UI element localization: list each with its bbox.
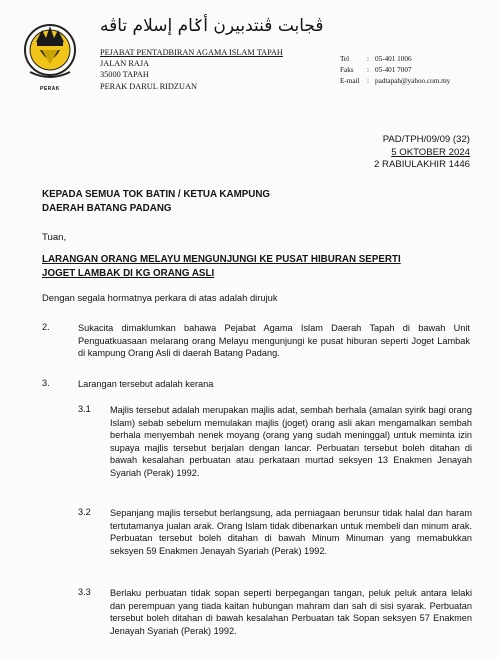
- contact-tel: Tel : 05-401 1006: [340, 55, 412, 63]
- contact-label: Faks: [340, 66, 354, 74]
- contact-fax: Faks : 05-401 7007: [340, 66, 412, 74]
- reference-number: PAD/TPH/09/09 (32): [382, 134, 470, 145]
- contact-value: padtapah@yahoo.com.my: [375, 77, 451, 85]
- paragraph-number: 3.2: [78, 507, 91, 517]
- paragraph-3-1: Majlis tersebut adalah merupakan majlis adat, sembah berhala (amalan syirik bagi orang Islam) sebab sebelum memulakan majlis (joget) orang asli akan mengamalkan sembah berhala menyembah nenek moyang (orang yang sudah meninggal) untuk meminta izin supaya majlis tersebut berjalan dengan lancar. Perbuatan tersebut boleh ditahan di bawah kesalahan perbuatan atau perkataan murtad seksyen 13 Enakmen Jenayah Syariah (Perak) 1992.: [110, 405, 472, 478]
- letter-date: 5 OKTOBER 2024: [391, 146, 470, 158]
- reference-block: [374, 134, 470, 172]
- contact-label: E-mail: [340, 77, 360, 85]
- address-line: JALAN RAJA: [100, 59, 150, 69]
- perak-crest-icon: [22, 20, 78, 96]
- paragraph-3-3: Berlaku perbuatan tidak sopan seperti berpegangan tangan, peluk peluk antara lelaki dan perempuan yang tiada kaitan hubungan mahram dan sah di sisi syarak. Perbuatan tersebut boleh ditahan di bawah kesalahan Perbuatan tak Sopan seksyen 57 Enakmen Jenayah Syariah (Perak) 1992.: [110, 588, 472, 636]
- paragraph-2: Sukacita dimaklumkan bahawa Pejabat Agama Islam Daerah Tapah di bawah Unit Penguatkuasaan melarang orang Melayu mengunjungi ke pusat hiburan seperti Joget Lambak di kampung Orang Asli di daerah Batang Padang.: [78, 323, 470, 359]
- paragraph-number: 2.: [42, 322, 50, 332]
- crest-label: PERAK: [39, 86, 60, 92]
- recipient-line: KEPADA SEMUA TOK BATIN / KETUA KAMPUNG: [42, 189, 271, 200]
- salutation: Tuan,: [42, 232, 67, 243]
- contact-label: Tel: [340, 55, 350, 63]
- subject-heading: [42, 253, 472, 281]
- address-line: 35000 TAPAH: [100, 70, 149, 80]
- paragraph-3: Larangan tersebut adalah kerana: [78, 379, 214, 389]
- hijri-date: 2 RABIULAKHIR 1446: [374, 159, 470, 170]
- recipient-block: [42, 188, 270, 216]
- recipient-line: DAERAH BATANG PADANG: [42, 203, 172, 214]
- paragraph-number: 3.1: [78, 404, 91, 414]
- office-address: [100, 47, 283, 92]
- contact-value: 05-401 7007: [375, 66, 412, 74]
- subject-line: LARANGAN ORANG MELAYU MENGUNJUNGI KE PUSAT HIBURAN SEPERTI: [42, 254, 401, 265]
- contact-value: 05-401 1006: [375, 55, 412, 63]
- address-line: PERAK DARUL RIDZUAN: [100, 81, 197, 91]
- contact-email: E-mail : padtapah@yahoo.com.my: [340, 77, 451, 85]
- opening-line: Dengan segala hormatnya perkara di atas adalah dirujuk: [42, 292, 278, 303]
- jawi-office-name: ڤجابت ڤنتدبيرن أݢام إسلام تاڤه: [100, 16, 324, 36]
- paragraph-number: 3.: [42, 378, 50, 388]
- subject-line: JOGET LAMBAK DI KG ORANG ASLI: [42, 268, 215, 279]
- contact-block: [340, 54, 450, 87]
- paragraph-3-2: Sepanjang majlis tersebut berlangsung, ada perniagaan berunsur tidak halal dan haram tertutamanya jualan arak. Orang Islam tidak dibenarkan untuk membeli dan minum arak. Perbuatan tersebut boleh ditahan di bawah Minum Minuman yang memabukkan seksyen 59 Enakmen Jenayah Syariah (Perak) 1992.: [110, 508, 472, 556]
- address-line: PEJABAT PENTADBIRAN AGAMA ISLAM TAPAH: [100, 48, 283, 57]
- paragraph-number: 3.3: [78, 587, 91, 597]
